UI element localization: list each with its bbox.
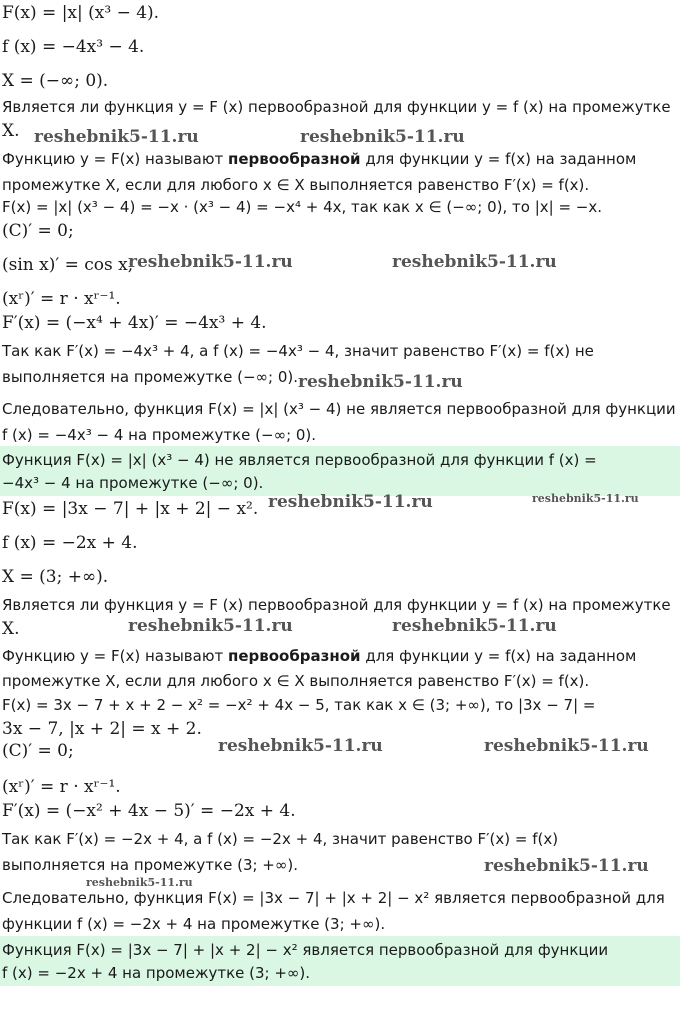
- rule-constant-2: (C)′ = 0;: [2, 741, 74, 761]
- rule-power-2: (xʳ)′ = r · xʳ⁻¹.: [2, 777, 121, 797]
- watermark: reshebnik5-11.ru: [532, 492, 639, 505]
- answer-2a: Функция F(x) = |3x − 7| + |x + 2| − x² является первообразной для функции: [2, 941, 609, 959]
- watermark: reshebnik5-11.ru: [484, 856, 649, 876]
- conclusion-2a: Следовательно, функция F(x) = |3x − 7| + |x + 2| − x² является первообразной для: [2, 889, 665, 907]
- rule-constant-1: (C)′ = 0;: [2, 221, 74, 241]
- definition-2a-post: для функции y = f(x) на заданном: [360, 647, 637, 665]
- function-F-1: F(x) = |x| (x³ − 4).: [2, 3, 160, 23]
- watermark: reshebnik5-11.ru: [392, 616, 557, 636]
- watermark: reshebnik5-11.ru: [300, 127, 465, 147]
- conclusion-1b: f (x) = −4x³ − 4 на промежутке (−∞; 0).: [2, 426, 317, 444]
- question-2a: Является ли функция y = F (x) первообразной для функции y = f (x) на промежутке: [2, 596, 671, 614]
- expansion-2a: F(x) = 3x − 7 + x + 2 − x² = −x² + 4x − 5, так как x ∈ (3; +∞), то |3x − 7| =: [2, 696, 596, 714]
- watermark: reshebnik5-11.ru: [484, 736, 649, 756]
- since-2a: Так как F′(x) = −2x + 4, а f (x) = −2x + 4, значит равенство F′(x) = f(x): [2, 830, 559, 848]
- answer-1b: −4x³ − 4 на промежутке (−∞; 0).: [2, 474, 264, 492]
- definition-2a-pre: Функцию y = F(x) называют: [2, 647, 228, 665]
- since-2b: выполняется на промежутке (3; +∞).: [2, 856, 298, 874]
- definition-2a-bold: первообразной: [227, 647, 361, 665]
- watermark: reshebnik5-11.ru: [218, 736, 383, 756]
- question-1b: X.: [2, 121, 20, 141]
- watermark: reshebnik5-11.ru: [268, 492, 433, 512]
- interval-X-1: X = (−∞; 0).: [2, 71, 109, 91]
- definition-1b: промежутке X, если для любого x ∈ X выполняется равенство F′(x) = f(x).: [2, 176, 590, 194]
- expansion-1: F(x) = |x| (x³ − 4) = −x · (x³ − 4) = −x⁴ + 4x, так как x ∈ (−∞; 0), то |x| = −x.: [2, 198, 602, 216]
- definition-1a: [2, 148, 636, 170]
- rule-sin: (sin x)′ = cos x;: [2, 255, 134, 275]
- watermark: reshebnik5-11.ru: [392, 252, 557, 272]
- conclusion-2b: функции f (x) = −2x + 4 на промежутке (3; +∞).: [2, 915, 386, 933]
- function-F-2: F(x) = |3x − 7| + |x + 2| − x².: [2, 499, 259, 519]
- watermark: reshebnik5-11.ru: [128, 252, 293, 272]
- question-2b: X.: [2, 619, 20, 639]
- derivative-1: F′(x) = (−x⁴ + 4x)′ = −4x³ + 4.: [2, 313, 267, 333]
- definition-1a-post: для функции y = f(x) на заданном: [360, 150, 637, 168]
- expansion-2b: 3x − 7, |x + 2| = x + 2.: [2, 719, 202, 739]
- definition-1a-pre: Функцию y = F(x) называют: [2, 150, 228, 168]
- answer-1a: Функция F(x) = |x| (x³ − 4) не является первообразной для функции f (x) =: [2, 451, 597, 469]
- function-f-1: f (x) = −4x³ − 4.: [2, 37, 145, 57]
- since-1b: выполняется на промежутке (−∞; 0).: [2, 368, 298, 386]
- question-1a: Является ли функция y = F (x) первообразной для функции y = f (x) на промежутке: [2, 98, 671, 116]
- definition-1a-bold: первообразной: [227, 150, 361, 168]
- definition-2a: [2, 645, 636, 667]
- definition-2b: промежутке X, если для любого x ∈ X выполняется равенство F′(x) = f(x).: [2, 672, 590, 690]
- watermark: reshebnik5-11.ru: [86, 876, 193, 889]
- since-1a: Так как F′(x) = −4x³ + 4, а f (x) = −4x³ − 4, значит равенство F′(x) = f(x) не: [2, 342, 594, 360]
- watermark: reshebnik5-11.ru: [298, 372, 463, 392]
- rule-power-1: (xʳ)′ = r · xʳ⁻¹.: [2, 289, 121, 309]
- derivative-2: F′(x) = (−x² + 4x − 5)′ = −2x + 4.: [2, 801, 296, 821]
- answer-2b: f (x) = −2x + 4 на промежутке (3; +∞).: [2, 964, 311, 982]
- watermark: reshebnik5-11.ru: [34, 127, 199, 147]
- interval-X-2: X = (3; +∞).: [2, 567, 109, 587]
- function-f-2: f (x) = −2x + 4.: [2, 533, 138, 553]
- conclusion-1a: Следовательно, функция F(x) = |x| (x³ − 4) не является первообразной для функции: [2, 400, 676, 418]
- watermark: reshebnik5-11.ru: [128, 616, 293, 636]
